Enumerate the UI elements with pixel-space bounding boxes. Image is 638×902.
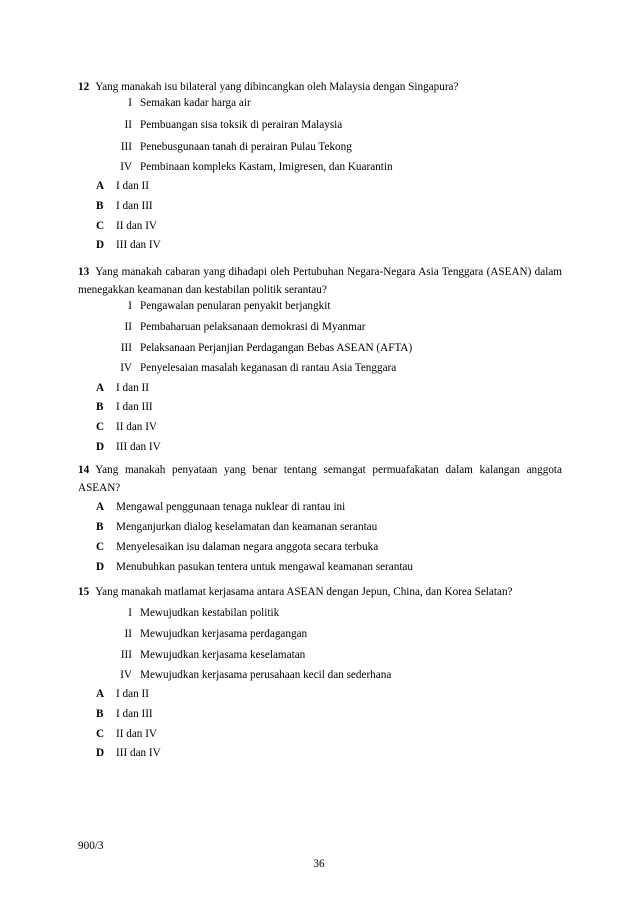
question-14-text: 14 Yang manakah penyataan yang benar tentang semangat permuafakatan dalam kalangan anggota ASEAN? <box>78 464 562 494</box>
question-15-text: 15 Yang manakah matlamat kerjasama antara ASEAN dengan Jepun, China, dan Korea Selatan? <box>78 586 513 598</box>
exam-page: 12 Yang manakah isu bilateral yang dibincangkan oleh Malaysia dengan Singapura? I Semakan kadar harga air II Pembuangan sisa toksik di perairan Malaysia III Penebusgunaan tanah di perairan Pulau Tekong IV Pembinaan kompleks Kastam, Imigresen, dan Kuarantin A I dan II B I dan III C II dan IV D III dan IV 13 Yang manakah cabaran yang dihadapi oleh Pertubuhan Negara-Negara Asia Tenggara (ASEAN) dalam menegakkan keamanan dan kestabilan politik serantau? I Pengawalan penularan penyakit berjangkit II Pembaharuan pelaksanaan demokrasi di Myanmar III Pelaksanaan Perjanjian Perdagangan Bebas ASEAN (AFTA) IV Penyelesaian masalah keganasan di rantau Asia Tenggara A I dan II B I dan III C II dan IV D III dan IV 14 Yang manakah penyataan yang benar tentang semangat permuafakatan dalam kalangan anggota ASEAN? A Mengawal penggunaan tenaga nuklear di rantau ini B Menganjurkan dialog keselamatan dan keamanan serantau C Menyelesaikan isu dalaman negara anggota secara terbuka D Menubuhkan pasukan tentera untuk mengawal keamanan serantau 15 Yang manakah matlamat kerjasama antara ASEAN dengan Jepun, China, dan Korea Selatan? I Mewujudkan kestabilan politik II Mewujudkan kerjasama perdagangan III Mewujudkan kerjasama keselamatan IV Mewujudkan kerjasama perusahaan kecil dan sederhana A I dan II B I dan III C II dan IV D III dan IV 900/3 36 <box>0 0 638 902</box>
question-12-text: 12 Yang manakah isu bilateral yang dibincangkan oleh Malaysia dengan Singapura? <box>78 81 459 93</box>
paper-code: 900/3 <box>78 840 104 852</box>
question-13-text: 13 Yang manakah cabaran yang dihadapi oleh Pertubuhan Negara-Negara Asia Tenggara (ASEAN) dalam menegakkan keamanan dan kestabilan politik serantau? <box>78 266 562 296</box>
page-number: 36 <box>313 858 325 870</box>
